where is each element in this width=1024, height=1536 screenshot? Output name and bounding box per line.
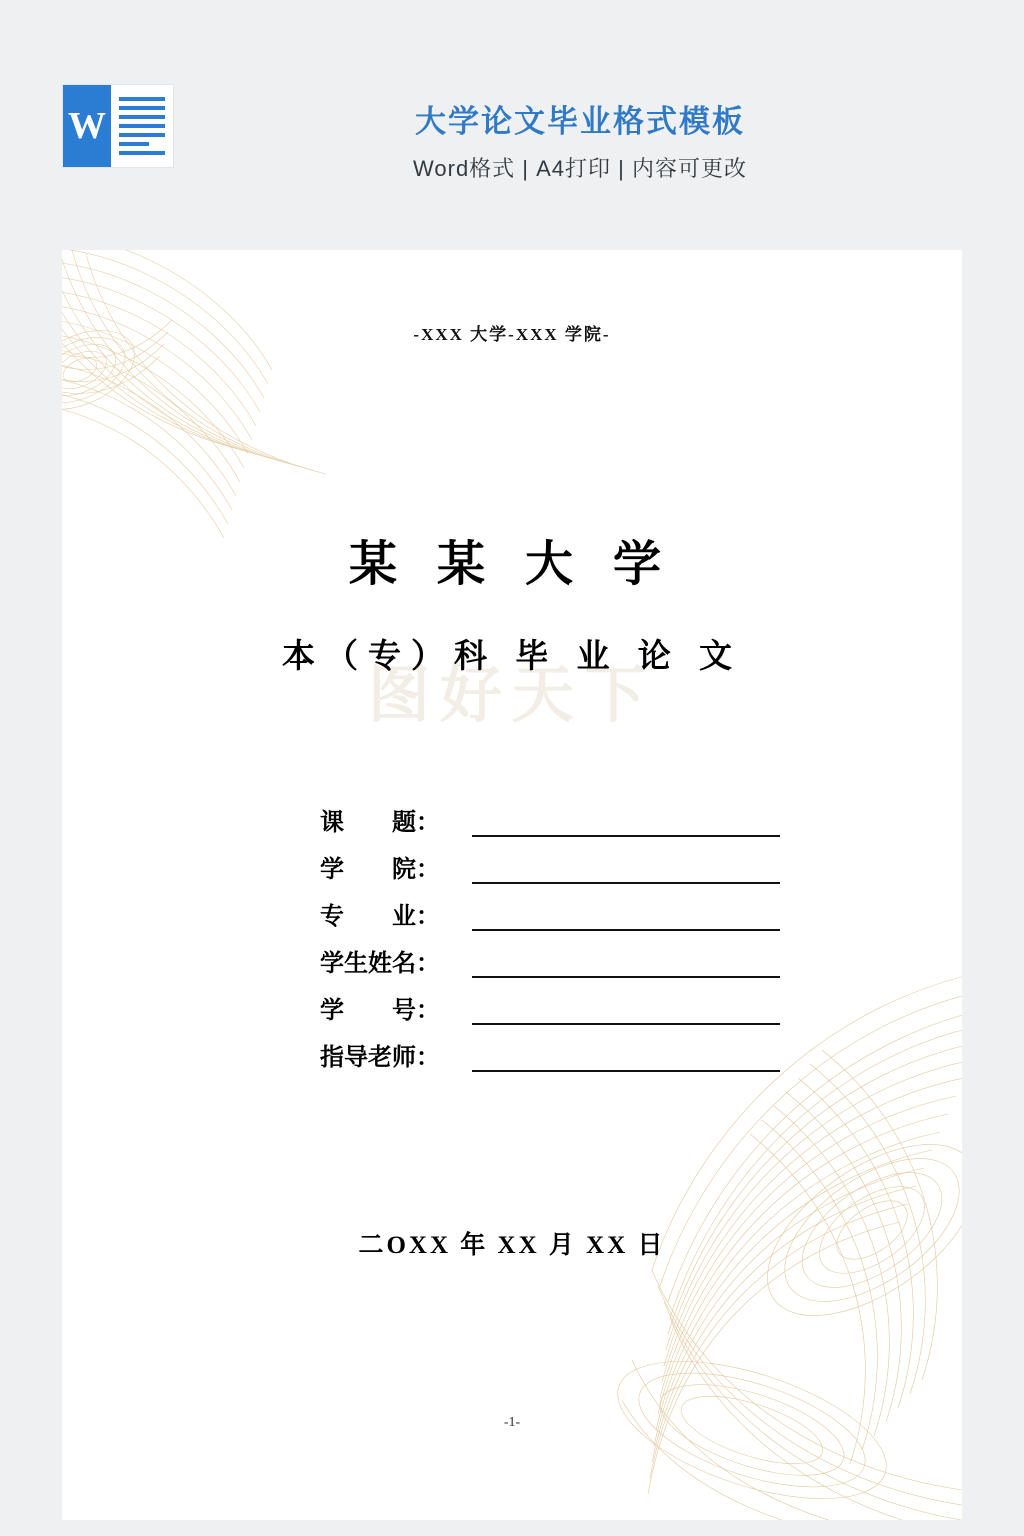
document-sheet	[62, 250, 962, 1520]
field-label-major: 专 业：	[320, 904, 440, 930]
field-row	[320, 884, 780, 931]
field-label-student-name: 学生姓名：	[320, 951, 440, 977]
word-logo-lines	[119, 97, 165, 155]
field-label-student-id: 学 号：	[320, 998, 440, 1024]
field-row	[320, 790, 780, 837]
field-input-student-name[interactable]	[472, 949, 780, 978]
word-logo-letter: W	[63, 85, 111, 167]
field-input-advisor[interactable]	[472, 1043, 780, 1072]
header-banner	[0, 0, 1024, 250]
thesis-type: 本（专）科 毕 业 论 文	[282, 639, 742, 675]
field-row	[320, 931, 780, 978]
field-input-major[interactable]	[472, 902, 780, 931]
info-fields	[320, 790, 780, 1072]
field-input-student-id[interactable]	[472, 996, 780, 1025]
field-input-topic[interactable]	[472, 808, 780, 837]
field-label-advisor: 指导老师：	[320, 1045, 440, 1071]
page-subtitle: Word格式 | A4打印 | 内容可更改	[413, 156, 747, 181]
watermark-text: 图好天下	[367, 662, 656, 730]
university-name: 某 某 大 学	[348, 538, 675, 591]
field-row	[320, 1025, 780, 1072]
field-row	[320, 837, 780, 884]
document-date: 二OXX 年 XX 月 XX 日	[358, 1232, 666, 1259]
field-input-college[interactable]	[472, 855, 780, 884]
field-label-college: 学 院：	[320, 857, 440, 883]
decorative-swirl-top-left	[62, 250, 442, 660]
school-header-line: -XXX 大学-XXX 学院-	[413, 325, 611, 344]
word-file-icon	[62, 84, 174, 168]
page-number: -1-	[503, 1415, 521, 1430]
field-row	[320, 978, 780, 1025]
page-title: 大学论文毕业格式模板	[415, 104, 745, 139]
field-label-topic: 课 题：	[320, 810, 440, 836]
